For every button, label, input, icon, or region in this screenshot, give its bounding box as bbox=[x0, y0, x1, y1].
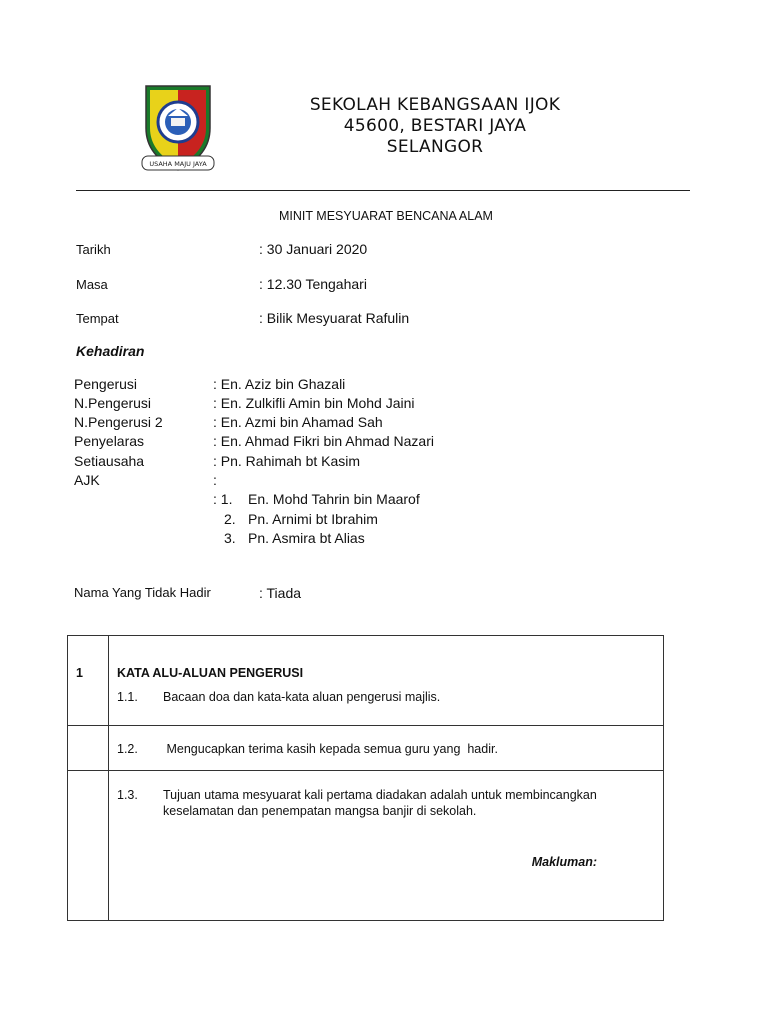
minutes-table bbox=[67, 635, 664, 921]
table-row bbox=[68, 636, 664, 726]
school-logo bbox=[136, 78, 220, 176]
ajk-number: 3. bbox=[224, 530, 236, 546]
school-address: 45600, BESTARI JAYA bbox=[343, 116, 527, 136]
action-label: Makluman: bbox=[531, 855, 597, 869]
table-row bbox=[68, 726, 664, 771]
attendance-role: Pengerusi bbox=[74, 376, 138, 392]
info-value-tempat: : Bilik Mesyuarat Rafulin bbox=[259, 310, 410, 326]
item-number: 1.1. bbox=[117, 690, 138, 704]
info-label-tarikh: Tarikh bbox=[76, 242, 111, 257]
ajk-member-name: Pn. Asmira bt Alias bbox=[248, 530, 365, 546]
info-value-masa: : 12.30 Tengahari bbox=[259, 276, 367, 292]
item-text: Tujuan utama mesyuarat kali pertama diadakan adalah untuk membincangkan keselamatan dan penempatan mangsa banjir di sekolah. bbox=[163, 788, 597, 818]
table-row bbox=[68, 771, 664, 921]
ajk-member-name: En. Mohd Tahrin bin Maarof bbox=[248, 491, 420, 507]
header-divider bbox=[76, 190, 690, 191]
item-text: Bacaan doa dan kata-kata aluan pengerusi majlis. bbox=[163, 690, 441, 704]
minute-item bbox=[109, 787, 663, 819]
absent-value: : Tiada bbox=[259, 585, 302, 601]
attendance-role: Setiausaha bbox=[74, 453, 145, 469]
ajk-member-name: Pn. Arnimi bt Ibrahim bbox=[248, 511, 378, 527]
school-header bbox=[250, 95, 620, 158]
school-state: SELANGOR bbox=[386, 137, 484, 157]
section-number: 1 bbox=[76, 666, 83, 680]
minute-item bbox=[109, 689, 663, 705]
item-cell bbox=[109, 771, 664, 921]
document-title: MINIT MESYUARAT BENCANA ALAM bbox=[279, 209, 493, 223]
attendance-role: N.Pengerusi bbox=[74, 395, 152, 411]
empty-number-cell bbox=[68, 771, 109, 921]
school-name: SEKOLAH KEBANGSAAN IJOK bbox=[309, 95, 561, 115]
attendance-name: : En. Ahmad Fikri bin Ahmad Nazari bbox=[213, 433, 434, 449]
info-label-tempat: Tempat bbox=[76, 311, 119, 326]
item-text: Mengucapkan terima kasih kepada semua guru yang hadir. bbox=[163, 742, 498, 756]
attendance-name: : bbox=[213, 472, 217, 488]
info-label-masa: Masa bbox=[76, 277, 108, 292]
section-title: KATA ALU-ALUAN PENGERUSI bbox=[117, 666, 304, 680]
ajk-number: : 1. bbox=[213, 491, 233, 507]
attendance-name: : En. Zulkifli Amin bin Mohd Jaini bbox=[213, 395, 415, 411]
attendance-role: AJK bbox=[74, 472, 100, 488]
item-number: 1.3. bbox=[117, 788, 138, 802]
item-number: 1.2. bbox=[117, 742, 138, 756]
section-number-cell bbox=[68, 636, 109, 726]
info-value-tarikh: : 30 Januari 2020 bbox=[259, 241, 368, 257]
attendance-heading: Kehadiran bbox=[76, 343, 145, 359]
absent-label: Nama Yang Tidak Hadir bbox=[74, 585, 211, 600]
section-content-cell bbox=[109, 636, 664, 726]
logo-motto: USAHA MAJU JAYA bbox=[149, 160, 207, 168]
attendance-name: : En. Azmi bin Ahamad Sah bbox=[213, 414, 383, 430]
ajk-number: 2. bbox=[224, 511, 236, 527]
minute-item bbox=[109, 741, 663, 757]
attendance-name: : Pn. Rahimah bt Kasim bbox=[213, 453, 361, 469]
attendance-name: : En. Aziz bin Ghazali bbox=[213, 376, 346, 392]
empty-number-cell bbox=[68, 726, 109, 771]
item-cell bbox=[109, 726, 664, 771]
attendance-role: Penyelaras bbox=[74, 433, 145, 449]
attendance-role: N.Pengerusi 2 bbox=[74, 414, 163, 430]
